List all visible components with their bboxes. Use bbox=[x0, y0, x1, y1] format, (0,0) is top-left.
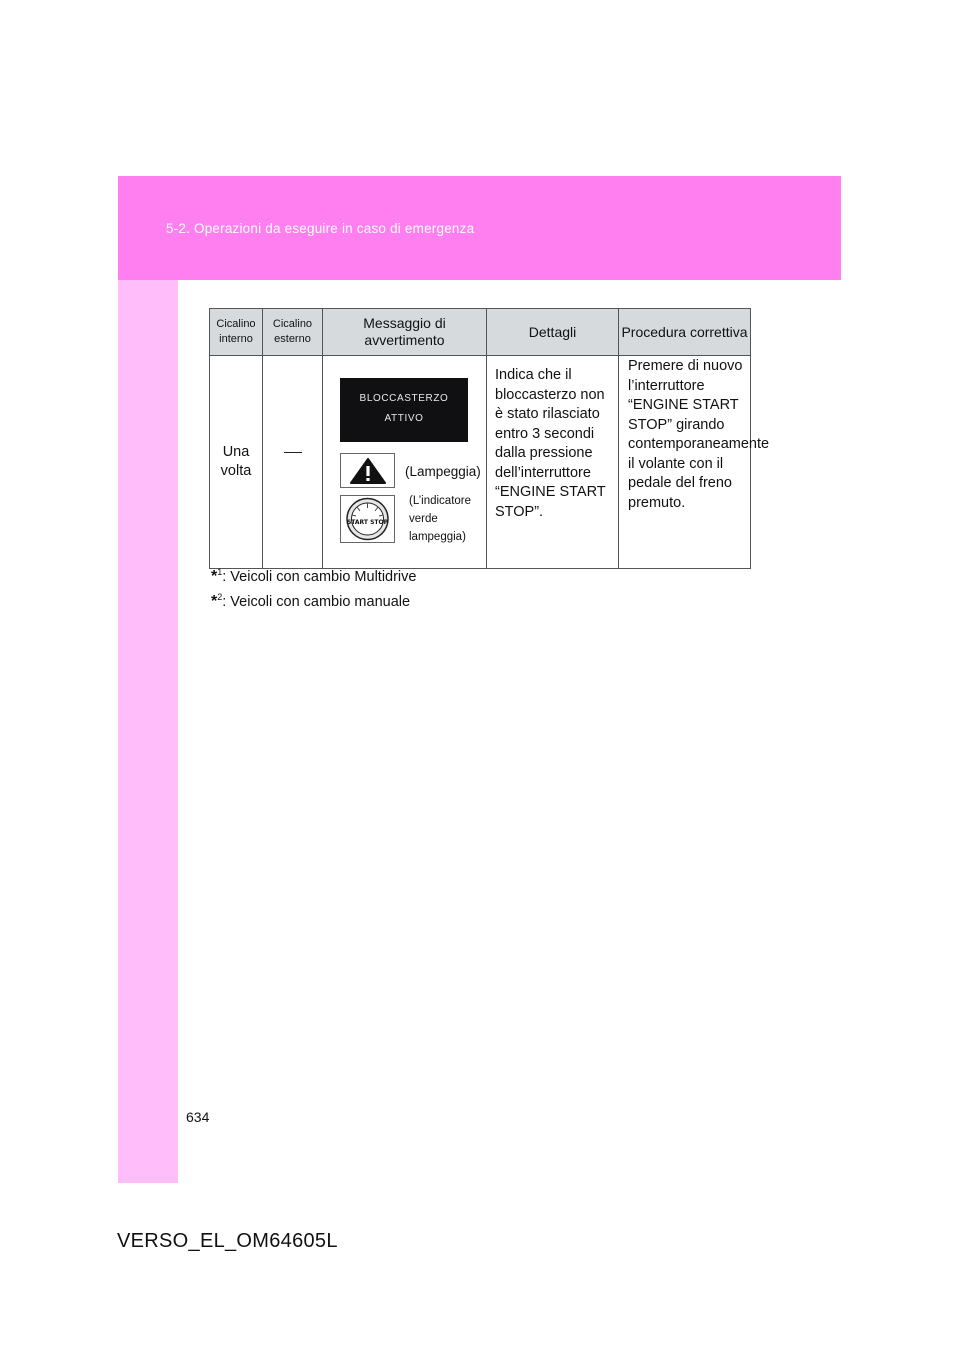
table-row bbox=[210, 356, 751, 569]
table-header-row bbox=[210, 309, 751, 356]
col-procedure: Procedura correttiva bbox=[619, 309, 751, 356]
start-light-note: (L’indicatore verde lampeggia) bbox=[409, 495, 472, 543]
warning-light-note: (Lampeggia) bbox=[405, 464, 481, 479]
page-number: 634 bbox=[186, 1109, 210, 1125]
display-line-1: BLOCCASTERZO bbox=[359, 393, 449, 404]
col-external-buzzer: Cicalino esterno bbox=[263, 309, 323, 356]
warning-triangle-icon bbox=[349, 457, 387, 485]
footnote-number: 1 bbox=[217, 567, 223, 577]
col-warning-message: Messaggio di avvertimento bbox=[323, 309, 487, 356]
footnote-1 bbox=[211, 562, 416, 587]
external-buzzer-cell bbox=[263, 356, 323, 569]
internal-buzzer-cell bbox=[210, 356, 263, 569]
footnotes bbox=[211, 562, 416, 612]
display-screen bbox=[340, 378, 468, 442]
procedure-text: Premere di nuovo l’interruttore “ENGINE START STOP” girando contemporaneamente il volante con il pedale del freno premuto. bbox=[628, 358, 770, 511]
footnote-marker: * bbox=[211, 592, 218, 610]
warning-table bbox=[209, 308, 770, 569]
col-internal-buzzer: Cicalino interno bbox=[210, 309, 263, 356]
warning-light bbox=[340, 453, 395, 488]
details-cell bbox=[487, 356, 619, 569]
side-tab bbox=[118, 280, 178, 1183]
footnote-text: : Veicoli con cambio Multidrive bbox=[222, 568, 417, 585]
section-title: 5-2. Operazioni da eseguire in caso di emergenza bbox=[166, 221, 475, 236]
display-line-2: ATTIVO bbox=[384, 413, 424, 424]
procedure-cell bbox=[619, 356, 770, 569]
document-code: VERSO_EL_OM64605L bbox=[117, 1230, 338, 1252]
start-stop-indicator bbox=[340, 495, 395, 543]
footnote-marker: * bbox=[211, 567, 218, 585]
col-details: Dettagli bbox=[487, 309, 619, 356]
footnote-text: : Veicoli con cambio manuale bbox=[222, 593, 411, 610]
start-stop-button-text: START STOP bbox=[346, 519, 389, 526]
internal-buzzer-value: Una volta bbox=[220, 443, 252, 479]
footnote-2 bbox=[211, 587, 416, 612]
details-text: Indica che il bloccasterzo non è stato rilasciato entro 3 secondi dalla pressione dell’interruttore “ENGINE START STOP”. bbox=[495, 367, 606, 520]
warning-message-cell bbox=[323, 356, 487, 569]
footnote-number: 2 bbox=[217, 591, 223, 602]
start-stop-button-icon bbox=[344, 497, 391, 541]
external-buzzer-dash bbox=[284, 452, 302, 453]
